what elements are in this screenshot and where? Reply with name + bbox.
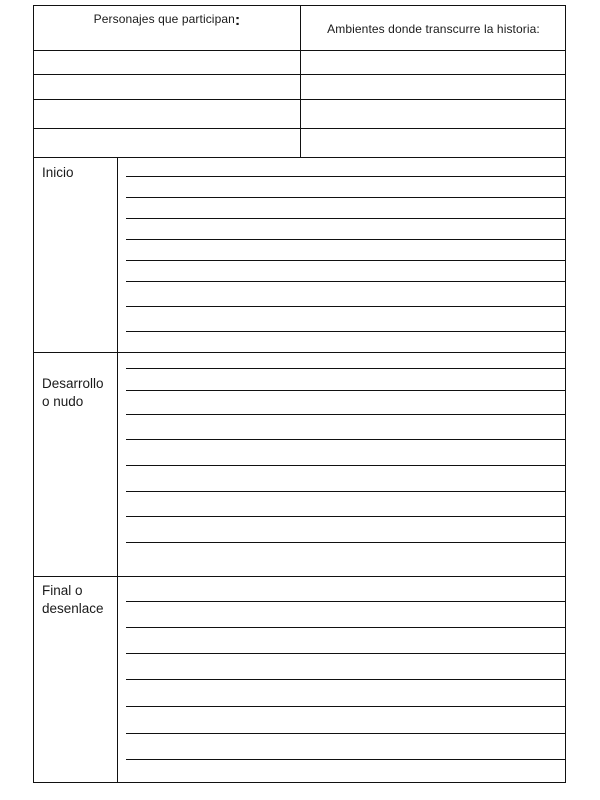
writing-line[interactable] xyxy=(126,176,565,177)
writing-line[interactable] xyxy=(126,516,565,517)
characters-settings-table xyxy=(33,5,566,158)
writing-line[interactable] xyxy=(126,306,565,307)
section-label-inicio: Inicio xyxy=(42,165,74,180)
table-row-line xyxy=(34,128,565,129)
settings-header-cell xyxy=(300,6,567,51)
writing-line[interactable] xyxy=(126,218,565,219)
table-row-line xyxy=(34,74,565,75)
writing-line[interactable] xyxy=(126,368,565,369)
writing-line[interactable] xyxy=(126,542,565,543)
table-row-line xyxy=(34,99,565,100)
writing-line[interactable] xyxy=(126,260,565,261)
characters-header-cell xyxy=(34,6,300,51)
section-separator xyxy=(34,576,565,577)
writing-line[interactable] xyxy=(126,706,565,707)
story-structure-table xyxy=(33,158,566,783)
writing-line[interactable] xyxy=(126,239,565,240)
section-label-desarrollo: Desarrollo o nudo xyxy=(42,376,104,409)
writing-line[interactable] xyxy=(126,679,565,680)
settings-header: Ambientes donde transcurre la historia: xyxy=(327,21,540,36)
writing-line[interactable] xyxy=(126,627,565,628)
section-separator xyxy=(34,352,565,353)
writing-line[interactable] xyxy=(126,601,565,602)
table-column-divider xyxy=(300,6,301,157)
writing-line[interactable] xyxy=(126,331,565,332)
table-row-line xyxy=(34,50,565,51)
writing-line[interactable] xyxy=(126,733,565,734)
label-column-divider xyxy=(117,158,118,782)
section-label-final: Final o desenlace xyxy=(42,583,104,616)
writing-line[interactable] xyxy=(126,197,565,198)
characters-header: Personajes que participan: xyxy=(93,11,241,29)
writing-line[interactable] xyxy=(126,653,565,654)
writing-line[interactable] xyxy=(126,759,565,760)
writing-line[interactable] xyxy=(126,414,565,415)
writing-line[interactable] xyxy=(126,439,565,440)
writing-line[interactable] xyxy=(126,491,565,492)
writing-line[interactable] xyxy=(126,465,565,466)
writing-line[interactable] xyxy=(126,390,565,391)
writing-line[interactable] xyxy=(126,281,565,282)
